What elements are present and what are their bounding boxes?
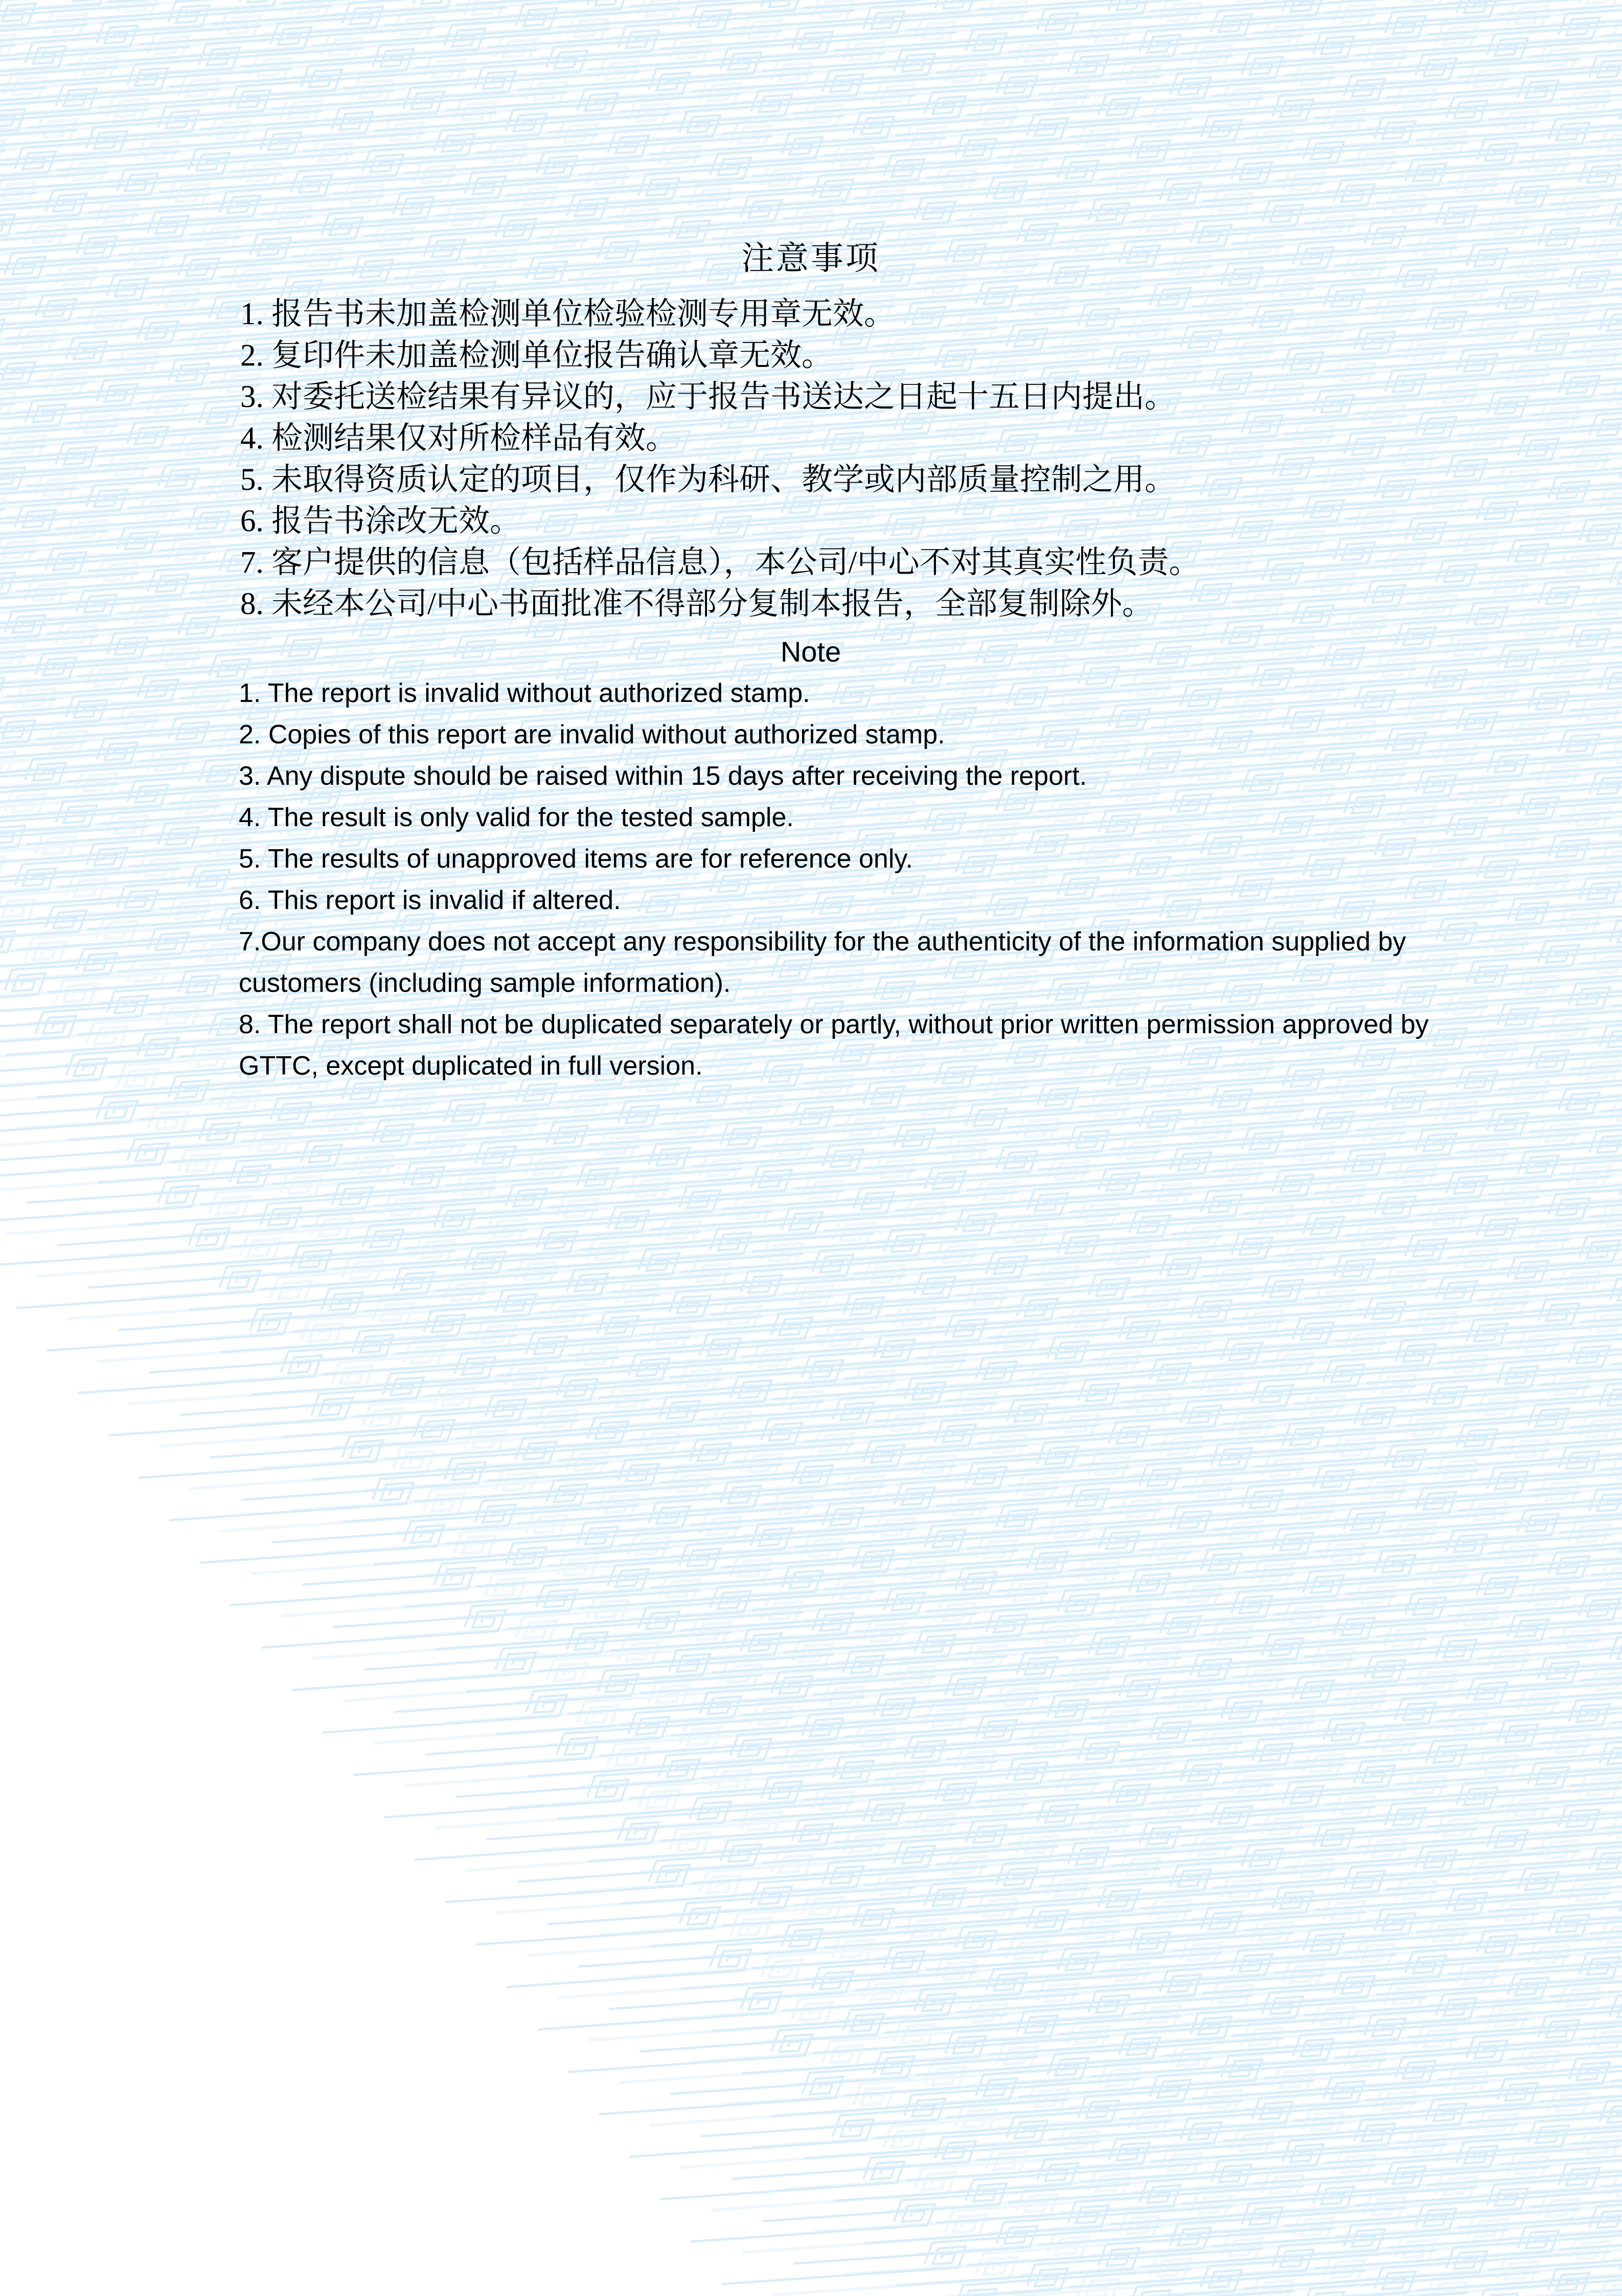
cn-notes-title: 注意事项 [741,240,880,277]
cn-notes-list [240,293,1477,625]
cn-note-item-4: 4. 检测结果仅对所检样品有效。 [240,421,677,456]
cn-note-item-3: 3. 对委托送检结果有异议的，应于报告书送达之日起十五日内提出。 [240,380,1176,414]
en-note-item-3: 3. Any dispute should be raised within 15 days after receiving the report. [239,761,1087,791]
en-note-item-2: 2. Copies of this report are invalid without authorized stamp. [239,720,945,749]
cn-note-item-6: 6. 报告书涂改无效。 [240,504,521,538]
en-note-item-8: 8. The report shall not be duplicated separately or partly, without prior written permission approved by GTTC, except duplicated in full version. [239,1010,1429,1081]
cn-note-item-1: 1. 报告书未加盖检测单位检验检测专用章无效。 [240,297,896,331]
cn-note-item-5: 5. 未取得资质认定的项目，仅作为科研、教学或内部质量控制之用。 [240,463,1176,497]
cn-note-item-2: 2. 复印件未加盖检测单位报告确认章无效。 [240,338,833,373]
en-note-item-1: 1. The report is invalid without authorized stamp. [239,678,810,708]
en-note-item-6: 6. This report is invalid if altered. [239,885,621,915]
en-notes-title: Note [780,635,841,668]
cn-note-item-8: 8. 未经本公司/中心书面批准不得部分复制本报告，全部复制除外。 [240,587,1153,621]
en-note-item-5: 5. The results of unapproved items are for reference only. [239,844,913,874]
en-note-item-4: 4. The result is only valid for the tested sample. [239,803,794,832]
en-note-item-7: 7.Our company does not accept any responsibility for the authenticity of the information supplied by customers (including sample information). [239,927,1406,998]
cn-note-item-7: 7. 客户提供的信息（包括样品信息），本公司/中心不对其真实性负责。 [240,545,1200,580]
en-notes-list [239,673,1501,1087]
